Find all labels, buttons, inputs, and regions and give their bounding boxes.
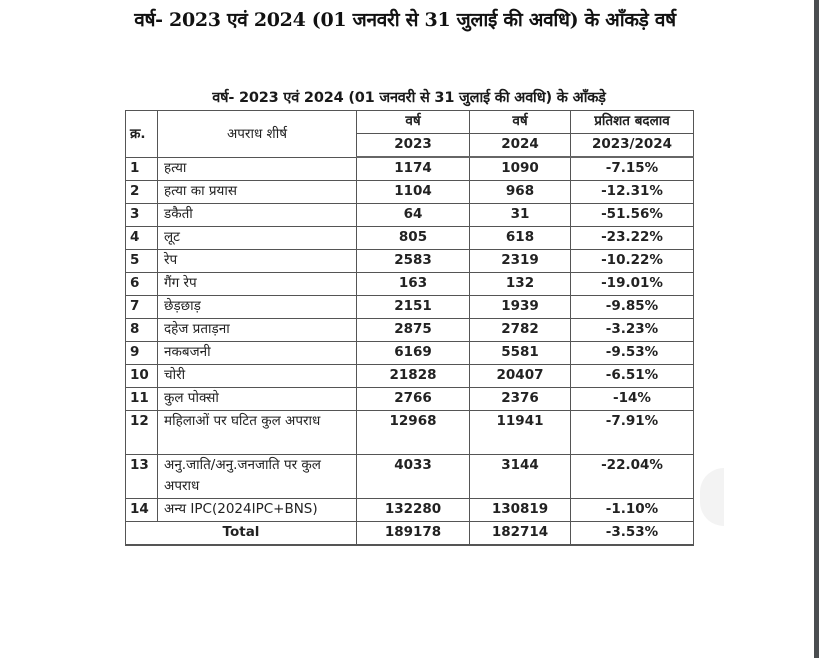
table-row xyxy=(126,388,694,411)
year-2023-cell: 21828 xyxy=(357,365,470,388)
serial-cell: 2 xyxy=(126,181,158,204)
year-2023-cell: 163 xyxy=(357,273,470,296)
year-2023-cell: 1174 xyxy=(357,157,470,181)
change-cell: -7.15% xyxy=(571,157,694,181)
crime-cell: हत्या xyxy=(158,157,357,181)
year-2023-cell: 2766 xyxy=(357,388,470,411)
year-2024-cell: 20407 xyxy=(470,365,571,388)
serial-cell: 3 xyxy=(126,204,158,227)
year-2023-label-header: वर्ष xyxy=(357,111,470,134)
table-row xyxy=(126,227,694,250)
change-cell: -14% xyxy=(571,388,694,411)
total-label: Total xyxy=(126,522,357,546)
table-row xyxy=(126,342,694,365)
year-2024-cell: 31 xyxy=(470,204,571,227)
change-cell: -23.22% xyxy=(571,227,694,250)
table-row xyxy=(126,250,694,273)
page-title: वर्ष- 2023 एवं 2024 (01 जनवरी से 31 जुलाई की अवधि) के आँकड़े वर्ष xyxy=(134,9,676,31)
table-header-row xyxy=(126,111,694,134)
year-2024-cell: 3144 xyxy=(470,455,571,499)
serial-cell: 6 xyxy=(126,273,158,296)
year-2023-cell: 4033 xyxy=(357,455,470,499)
scroll-indicator[interactable] xyxy=(700,468,724,526)
crime-cell: रेप xyxy=(158,250,357,273)
change-cell: -3.23% xyxy=(571,319,694,342)
total-row xyxy=(126,522,694,546)
table-row xyxy=(126,319,694,342)
table-row xyxy=(126,181,694,204)
year-2023-cell: 6169 xyxy=(357,342,470,365)
serial-cell: 11 xyxy=(126,388,158,411)
year-2023-cell: 64 xyxy=(357,204,470,227)
change-cell: -9.85% xyxy=(571,296,694,319)
table-row xyxy=(126,296,694,319)
year-2024-cell: 968 xyxy=(470,181,571,204)
total-change: -3.53% xyxy=(571,522,694,546)
table-row xyxy=(126,499,694,522)
table-row xyxy=(126,273,694,296)
serial-cell: 14 xyxy=(126,499,158,522)
year-2024-label-header: वर्ष xyxy=(470,111,571,134)
change-cell: -6.51% xyxy=(571,365,694,388)
year-2023-header: 2023 xyxy=(357,134,470,158)
change-cell: -9.53% xyxy=(571,342,694,365)
year-2024-cell: 132 xyxy=(470,273,571,296)
crime-cell: अनु.जाति/अनु.जनजाति पर कुल अपराध xyxy=(158,455,357,499)
table-row xyxy=(126,204,694,227)
year-2024-cell: 2376 xyxy=(470,388,571,411)
crime-cell: हत्या का प्रयास xyxy=(158,181,357,204)
year-2023-cell: 132280 xyxy=(357,499,470,522)
total-year-2023: 189178 xyxy=(357,522,470,546)
change-cell: -22.04% xyxy=(571,455,694,499)
table-body xyxy=(126,157,694,545)
table-row xyxy=(126,365,694,388)
year-2024-cell: 2319 xyxy=(470,250,571,273)
percent-change-header: प्रतिशत बदलाव xyxy=(571,111,694,134)
table-row xyxy=(126,411,694,455)
year-2023-cell: 1104 xyxy=(357,181,470,204)
serial-cell: 5 xyxy=(126,250,158,273)
window-edge xyxy=(814,0,819,658)
year-2023-cell: 2875 xyxy=(357,319,470,342)
serial-cell: 9 xyxy=(126,342,158,365)
serial-cell: 13 xyxy=(126,455,158,499)
crime-cell: अन्य IPC(2024IPC+BNS) xyxy=(158,499,357,522)
serial-cell: 12 xyxy=(126,411,158,455)
serial-cell: 8 xyxy=(126,319,158,342)
crime-statistics-table xyxy=(125,110,694,546)
year-2023-cell: 2151 xyxy=(357,296,470,319)
year-2024-cell: 1939 xyxy=(470,296,571,319)
year-2023-cell: 12968 xyxy=(357,411,470,455)
serial-cell: 10 xyxy=(126,365,158,388)
change-cell: -1.10% xyxy=(571,499,694,522)
change-cell: -10.22% xyxy=(571,250,694,273)
crime-cell: दहेज प्रताड़ना xyxy=(158,319,357,342)
year-2024-cell: 618 xyxy=(470,227,571,250)
change-cell: -51.56% xyxy=(571,204,694,227)
year-2024-header: 2024 xyxy=(470,134,571,158)
change-cell: -7.91% xyxy=(571,411,694,455)
crime-cell: गैंग रेप xyxy=(158,273,357,296)
year-2023-cell: 2583 xyxy=(357,250,470,273)
serial-cell: 4 xyxy=(126,227,158,250)
change-cell: -19.01% xyxy=(571,273,694,296)
crime-cell: कुल पोक्सो xyxy=(158,388,357,411)
year-2024-cell: 11941 xyxy=(470,411,571,455)
crime-cell: नकबजनी xyxy=(158,342,357,365)
crime-cell: चोरी xyxy=(158,365,357,388)
total-year-2024: 182714 xyxy=(470,522,571,546)
crime-cell: छेड़छाड़ xyxy=(158,296,357,319)
table-row xyxy=(126,157,694,181)
crime-cell: डकैती xyxy=(158,204,357,227)
year-2024-cell: 2782 xyxy=(470,319,571,342)
crime-cell: लूट xyxy=(158,227,357,250)
year-2024-cell: 130819 xyxy=(470,499,571,522)
serial-cell: 7 xyxy=(126,296,158,319)
year-2024-cell: 5581 xyxy=(470,342,571,365)
crime-head-header: अपराध शीर्ष xyxy=(158,111,357,158)
serial-header: क्र. xyxy=(126,111,158,158)
table-row xyxy=(126,455,694,499)
change-cell: -12.31% xyxy=(571,181,694,204)
serial-cell: 1 xyxy=(126,157,158,181)
crime-cell: महिलाओं पर घटित कुल अपराध xyxy=(158,411,357,455)
change-period-header: 2023/2024 xyxy=(571,134,694,158)
year-2024-cell: 1090 xyxy=(470,157,571,181)
year-2023-cell: 805 xyxy=(357,227,470,250)
table-caption: वर्ष- 2023 एवं 2024 (01 जनवरी से 31 जुलाई की अवधि) के आँकड़े xyxy=(212,90,606,106)
